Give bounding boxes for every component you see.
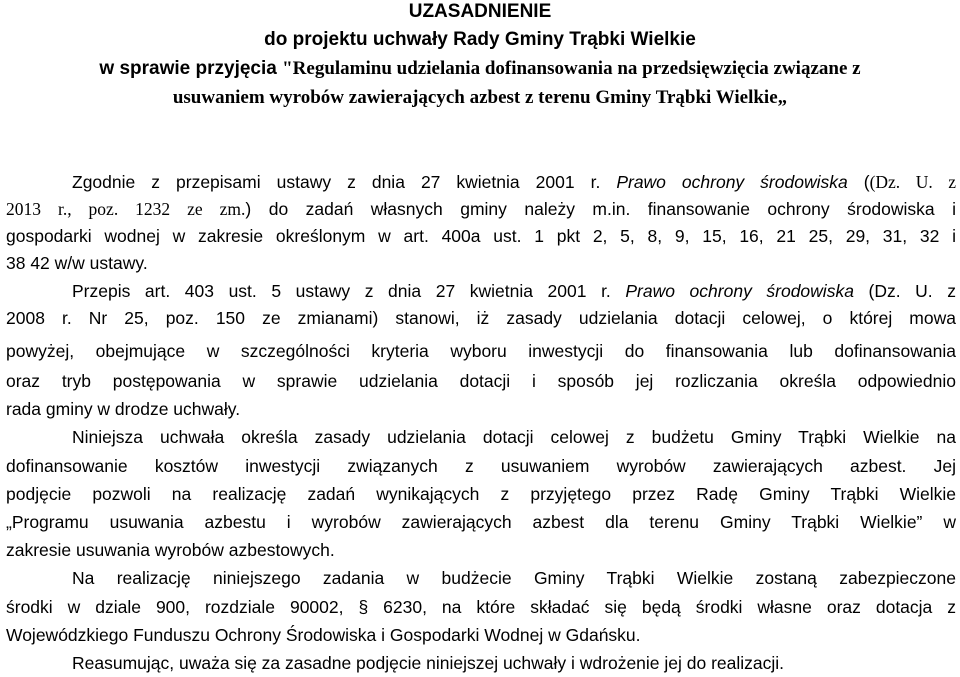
paragraph-3-line-5: zakresie usuwania wyrobów azbestowych.: [6, 540, 335, 560]
paragraph-2-line-5: rada gminy w drodze uchwały.: [6, 399, 241, 419]
paragraph-2-line-1: [6, 279, 956, 303]
p1-paren: (: [847, 172, 870, 192]
document-title: UZASADNIENIE: [408, 1, 552, 22]
paragraph-4-line-2: środki w dziale 900, rozdziale 90002, § 6230, na które składać się będą środki własne oraz dotacja z: [6, 597, 956, 617]
p2-citation: (Dz. U. z: [853, 281, 957, 301]
header-line-3-prefix: w sprawie przyjęcia: [99, 58, 283, 79]
paragraph-3-line-4: „Programu usuwania azbestu i wyrobów zawierających azbest dla terenu Gminy Trąbki Wielkie” w: [6, 512, 956, 532]
paragraph-2-line-3: powyżej, obejmujące w szczególności kryteria wyboru inwestycji do finansowania lub dofinansowania: [6, 341, 956, 361]
p2-act-title: Prawo ochrony środowiska: [625, 281, 854, 301]
p1-text: Zgodnie z przepisami ustawy z dnia 27 kwietnia 2001 r.: [72, 172, 617, 192]
header-line-4: usuwaniem wyrobów zawierających azbest z terenu Gminy Trąbki Wielkie„: [172, 87, 788, 108]
header-line-3: [0, 57, 960, 81]
paragraph-1-line-3: gospodarki wodnej w zakresie określonym w art. 400a ust. 1 pkt 2, 5, 8, 9, 15, 16, 21 25, 29, 31, 32 i: [6, 226, 956, 246]
paragraph-1-line-1: [6, 170, 956, 194]
paragraph-1-line-4: 38 42 w/w ustawy.: [6, 253, 148, 273]
header-line-3-regulation: "Regulaminu udzielania dofinansowania na przedsięwzięcia związane z: [282, 58, 861, 79]
paragraph-3-line-1: Niniejsza uchwała określa zasady udzielania dotacji celowej z budżetu Gminy Trąbki Wielkie na: [72, 427, 956, 447]
p1-citation-cont: 2013 r., poz. 1232 ze zm.: [6, 199, 246, 219]
p1-citation: (Dz. U. z: [869, 172, 957, 192]
paragraph-3-line-2: dofinansowanie kosztów inwestycji związanych z usuwaniem wyrobów zawierających azbest. Jej: [6, 456, 956, 476]
p1-act-title: Prawo ochrony środowiska: [616, 172, 848, 192]
paragraph-1-line-2: [6, 197, 956, 221]
document-subtitle: do projektu uchwały Rady Gminy Trąbki Wielkie: [264, 29, 696, 50]
paragraph-4-line-3: Wojewódzkiego Funduszu Ochrony Środowiska i Gospodarki Wodnej w Gdańsku.: [6, 625, 641, 645]
paragraph-2-line-4: oraz tryb postępowania w sprawie udzielania dotacji i sposób jej rozliczania określa odpowiednio: [6, 371, 956, 391]
paragraph-2-line-2: 2008 r. Nr 25, poz. 150 ze zmianami) stanowi, iż zasady udzielania dotacji celowej, o której mowa: [6, 308, 956, 328]
paragraph-3-line-3: podjęcie pozwoli na realizację zadań wynikających z przyjętego przez Radę Gminy Trąbki Wielkie: [6, 484, 956, 504]
p2-text: Przepis art. 403 ust. 5 ustawy z dnia 27 kwietnia 2001 r.: [72, 281, 626, 301]
paragraph-4-line-1: Na realizację niniejszego zadania w budżecie Gminy Trąbki Wielkie zostaną zabezpieczone: [72, 568, 956, 588]
paragraph-5-line-1: Reasumując, uważa się za zasadne podjęcie niniejszej uchwały i wdrożenie jej do realizacji.: [72, 653, 785, 673]
p1-text-cont: ) do zadań własnych gminy należy m.in. finansowanie ochrony środowiska i: [245, 199, 957, 219]
